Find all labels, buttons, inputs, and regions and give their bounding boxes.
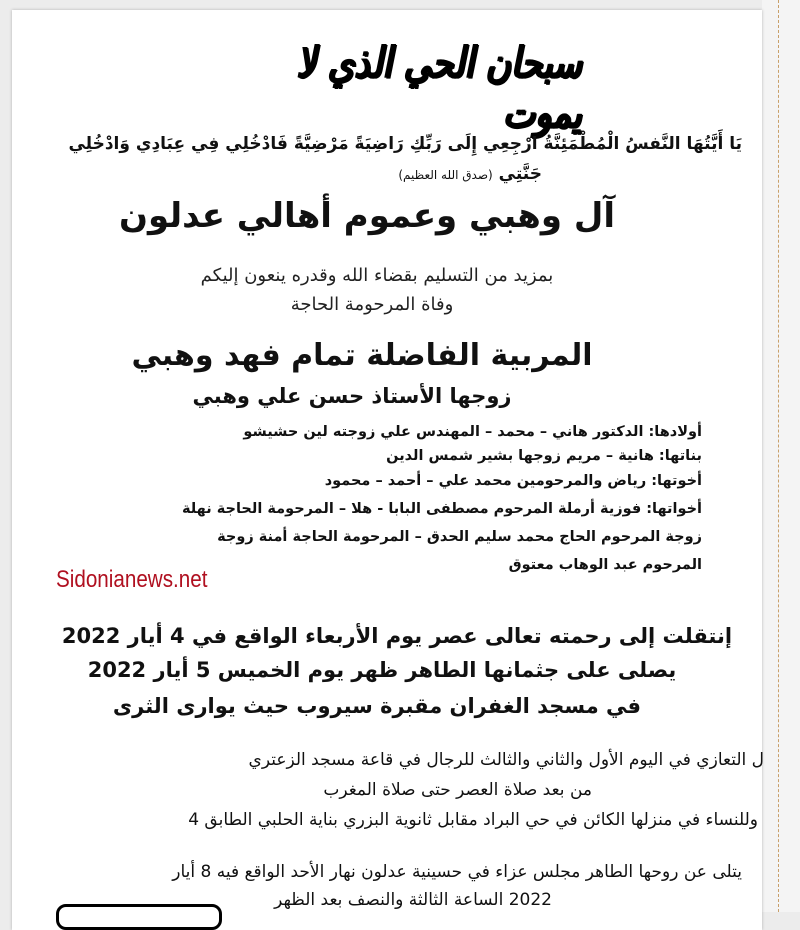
relatives-daughters: بناتها: هانية – مريم زوجها بشير شمس الدين <box>386 448 702 464</box>
families-heading: آل وهبي وعموم أهالي عدلون <box>118 196 615 236</box>
page-edge-divider <box>778 0 781 912</box>
condolences-men: ل التعازي في اليوم الأول والثاني والثالث للرجال في قاعة مسجد الزعتري <box>248 750 764 770</box>
prayer-time: يصلى على جثمانها الطاهر ظهر يوم الخميس 5 أيار 2022 <box>87 658 677 682</box>
quran-verse-line1: يَا أَيَّتُهَا النَّفسُ الْمُطْمَئِنَّةُ ارْجِعِي إِلَى رَبِّكِ رَاضِيَةً مَرْضِيَّةً فَادْخُلِي فِي عِبَادِي وَادْخُلِي <box>68 134 742 154</box>
calligraphy-header <box>232 38 582 138</box>
quran-verse-line2 <box>398 164 542 184</box>
condolences-hours: من بعد صلاة العصر حتى صلاة المغرب <box>323 780 592 800</box>
quran-verse-end: جَنَّتِي <box>498 164 542 184</box>
relatives-sisters-2: زوجة المرحوم الحاج محمد سليم الحدق – المرحومة الحاجة أمنة زوجة <box>217 529 702 545</box>
burial-location: في مسجد الغفران مقبرة سيروب حيث يوارى الثرى <box>112 694 642 718</box>
husband-line: زوجها الأستاذ حسن علي وهبي <box>192 384 512 408</box>
bottom-frame-box <box>56 904 222 930</box>
obituary-content <box>52 10 764 922</box>
intro-line-1: بمزيد من التسليم بقضاء الله وقدره ينعون إليكم <box>200 265 554 286</box>
memorial-service-line2: 2022 الساعة الثالثة والنصف بعد الظهر <box>274 890 552 910</box>
calligraphy-text: سبحان الحي الذي لا يموت <box>296 38 582 138</box>
relatives-sons: أولادها: الدكتور هاني – محمد – المهندس علي زوجته لين حشيشو <box>243 424 702 440</box>
relatives-sisters-3: المرحوم عبد الوهاب معتوق <box>508 557 702 573</box>
death-announcement: إنتقلت إلى رحمته تعالى عصر يوم الأربعاء الواقع في 4 أيار 2022 <box>61 624 733 648</box>
page-margin <box>762 0 800 912</box>
obituary-sheet <box>12 10 762 930</box>
site-watermark: Sidonianews.net <box>56 566 208 593</box>
quran-verse-note: (صدق الله العظيم) <box>398 168 493 182</box>
deceased-name: المربية الفاضلة تمام فهد وهبي <box>131 338 593 373</box>
intro-line-2: وفاة المرحومة الحاجة <box>290 294 454 315</box>
relatives-brothers: أخوتها: رياض والمرحومين محمد علي – أحمد – محمود <box>324 473 702 489</box>
memorial-service-line1: يتلى عن روحها الطاهر مجلس عزاء في حسينية عدلون نهار الأحد الواقع فيه 8 أيار <box>172 862 742 882</box>
relatives-sisters-1: أخواتها: فوزية أرملة المرحوم مصطفى البابا - هلا – المرحومة الحاجة نهلة <box>181 501 702 517</box>
condolences-women: وللنساء في منزلها الكائن في حي البراد مقابل ثانوية البزري بناية الحلبي الطابق 4 <box>188 810 758 830</box>
